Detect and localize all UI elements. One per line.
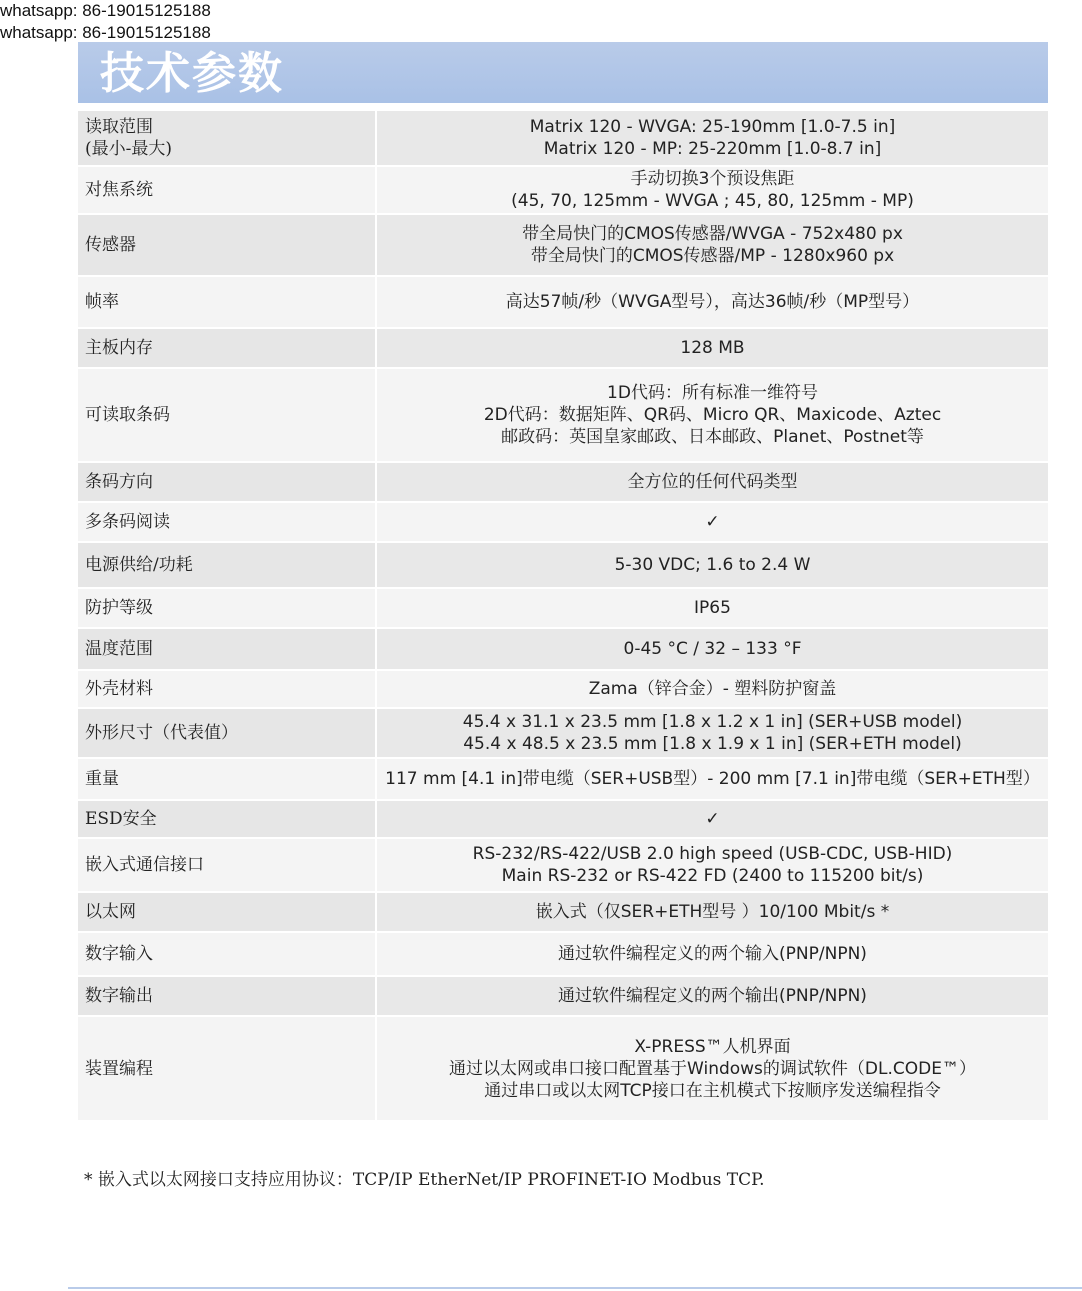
spec-label [78, 166, 376, 214]
spec-value-line: 全方位的任何代码类型 [627, 472, 798, 492]
spec-label [78, 708, 376, 758]
spec-value-line: 通过串口或以太网TCP接口在主机模式下按顺序发送编程指令 [484, 1080, 941, 1101]
spec-label-line: 重量 [85, 769, 119, 789]
spec-label [78, 1016, 376, 1120]
table-row [78, 628, 1048, 670]
spec-value-line: 带全局快门的CMOS传感器/WVGA - 752x480 px [522, 224, 903, 244]
spec-label-line: 条码方向 [85, 472, 153, 492]
spec-value-line: 1D代码：所有标准一维符号 [607, 383, 818, 403]
spec-label-line: 传感器 [85, 235, 136, 255]
spec-value-line: RS-232/RS-422/USB 2.0 high speed (USB-CDC, USB-HID) [472, 844, 953, 864]
spec-value [376, 758, 1048, 800]
table-row [78, 1016, 1048, 1120]
spec-label [78, 542, 376, 588]
table-row [78, 276, 1048, 328]
table-row [78, 166, 1048, 214]
spec-value-line: X-PRESS™人机界面 [634, 1036, 791, 1057]
spec-value-line: 0-45 °C / 32 – 133 °F [623, 639, 802, 659]
spec-label [78, 758, 376, 800]
spec-value-line: 45.4 x 31.1 x 23.5 mm [1.8 x 1.2 x 1 in] (SER+USB model) [462, 712, 963, 732]
spec-label [78, 932, 376, 976]
spec-value [376, 368, 1048, 462]
spec-label-line: 对焦系统 [85, 180, 153, 200]
spec-label [78, 588, 376, 628]
spec-value-line: 2D代码：数据矩阵、QR码、Micro QR、Maxicode、Aztec [483, 405, 942, 425]
spec-label-line: 装置编程 [85, 1058, 153, 1079]
spec-value-line: 5-30 VDC; 1.6 to 2.4 W [614, 555, 811, 575]
spec-value-line: 117 mm [4.1 in]带电缆（SER+USB型）- 200 mm [7.1 in]带电缆（SER+ETH型） [385, 769, 1040, 789]
spec-value [376, 670, 1048, 708]
table-row [78, 670, 1048, 708]
spec-value-line: Matrix 120 - MP: 25-220mm [1.0-8.7 in] [543, 139, 882, 159]
spec-value-line: 128 MB [680, 338, 745, 358]
page-title: 技术参数 [100, 48, 284, 99]
spec-label [78, 462, 376, 502]
spec-label [78, 838, 376, 892]
spec-label-line: 防护等级 [85, 598, 153, 618]
spec-label [78, 628, 376, 670]
spec-label [78, 214, 376, 276]
spec-value [376, 932, 1048, 976]
spec-label-line: 电源供给/功耗 [85, 555, 193, 575]
spec-label [78, 976, 376, 1016]
table-row [78, 838, 1048, 892]
spec-value [376, 502, 1048, 542]
table-row [78, 800, 1048, 838]
table-row [78, 542, 1048, 588]
spec-value-line: 通过软件编程定义的两个输出(PNP/NPN) [558, 986, 867, 1006]
spec-value [376, 214, 1048, 276]
spec-value-line: 嵌入式（仅SER+ETH型号 ）10/100 Mbit/s * [535, 902, 890, 922]
spec-label-line: ESD安全 [85, 809, 157, 829]
spec-value-line: 带全局快门的CMOS传感器/MP - 1280x960 px [530, 246, 895, 266]
spec-label [78, 800, 376, 838]
table-row [78, 588, 1048, 628]
spec-value-line: 通过软件编程定义的两个输入(PNP/NPN) [558, 944, 867, 964]
spec-value-line: Zama（锌合金）- 塑料防护窗盖 [588, 679, 837, 699]
spec-value [376, 542, 1048, 588]
spec-label-line: 数字输入 [85, 944, 153, 964]
spec-label-line: 帧率 [85, 292, 119, 312]
spec-label-line: (最小-最大) [85, 139, 173, 159]
spec-value-line: Main RS-232 or RS-422 FD (2400 to 115200 bit/s) [501, 866, 924, 886]
spec-value-line: IP65 [694, 598, 731, 618]
spec-value [376, 628, 1048, 670]
spec-value [376, 892, 1048, 932]
table-row [78, 708, 1048, 758]
footnote: * 嵌入式以太网接口支持应用协议：TCP/IP EtherNet/IP PROFINET-IO Modbus TCP. [84, 1170, 765, 1190]
spec-value [376, 976, 1048, 1016]
spec-label-line: 多条码阅读 [85, 512, 170, 532]
spec-value-line: ✓ [705, 809, 720, 829]
spec-value-line: Matrix 120 - WVGA: 25-190mm [1.0-7.5 in] [529, 117, 896, 137]
spec-value-line: ✓ [705, 512, 720, 532]
spec-label [78, 110, 376, 166]
spec-label [78, 502, 376, 542]
spec-value [376, 462, 1048, 502]
spec-label [78, 328, 376, 368]
spec-label-line: 主板内存 [85, 338, 153, 358]
spec-value [376, 166, 1048, 214]
spec-label-line: 外形尺寸（代表值） [85, 723, 238, 743]
spec-label-line: 嵌入式通信接口 [85, 855, 204, 875]
spec-value-line: 邮政码：英国皇家邮政、日本邮政、Planet、Postnet等 [501, 427, 924, 447]
bottom-divider [68, 1287, 1082, 1289]
spec-label [78, 892, 376, 932]
spec-value-line: (45, 70, 125mm - WVGA ; 45, 80, 125mm - MP) [511, 191, 914, 211]
spec-table [78, 109, 1048, 1120]
spec-value [376, 328, 1048, 368]
table-row [78, 502, 1048, 542]
spec-label-line: 可读取条码 [85, 405, 170, 425]
table-row [78, 932, 1048, 976]
table-row [78, 328, 1048, 368]
table-row [78, 758, 1048, 800]
table-row [78, 214, 1048, 276]
spec-label-line: 读取范围 [85, 117, 153, 137]
spec-label-line: 温度范围 [85, 639, 153, 659]
spec-value [376, 838, 1048, 892]
spec-value-line: 手动切换3个预设焦距 [630, 169, 795, 189]
spec-value [376, 708, 1048, 758]
spec-value [376, 588, 1048, 628]
table-row [78, 976, 1048, 1016]
spec-label [78, 368, 376, 462]
table-row [78, 368, 1048, 462]
spec-value [376, 1016, 1048, 1120]
spec-value-line: 通过以太网或串口接口配置基于Windows的调试软件（DL.CODE™） [449, 1058, 976, 1079]
spec-label [78, 670, 376, 708]
spec-value [376, 110, 1048, 166]
watermark-text: whatsapp: 86-19015125188 [0, 23, 211, 42]
section-header [78, 42, 1048, 103]
table-row [78, 462, 1048, 502]
spec-label [78, 276, 376, 328]
watermark-text: whatsapp: 86-19015125188 [0, 1, 211, 20]
spec-value-line: 高达57帧/秒（WVGA型号），高达36帧/秒（MP型号） [505, 292, 920, 312]
spec-value [376, 276, 1048, 328]
spec-label-line: 外壳材料 [85, 679, 153, 699]
spec-value [376, 800, 1048, 838]
spec-label-line: 以太网 [85, 902, 136, 922]
spec-label-line: 数字输出 [85, 986, 153, 1006]
spec-value-line: 45.4 x 48.5 x 23.5 mm [1.8 x 1.9 x 1 in] (SER+ETH model) [463, 734, 962, 754]
table-row [78, 892, 1048, 932]
table-row [78, 110, 1048, 166]
